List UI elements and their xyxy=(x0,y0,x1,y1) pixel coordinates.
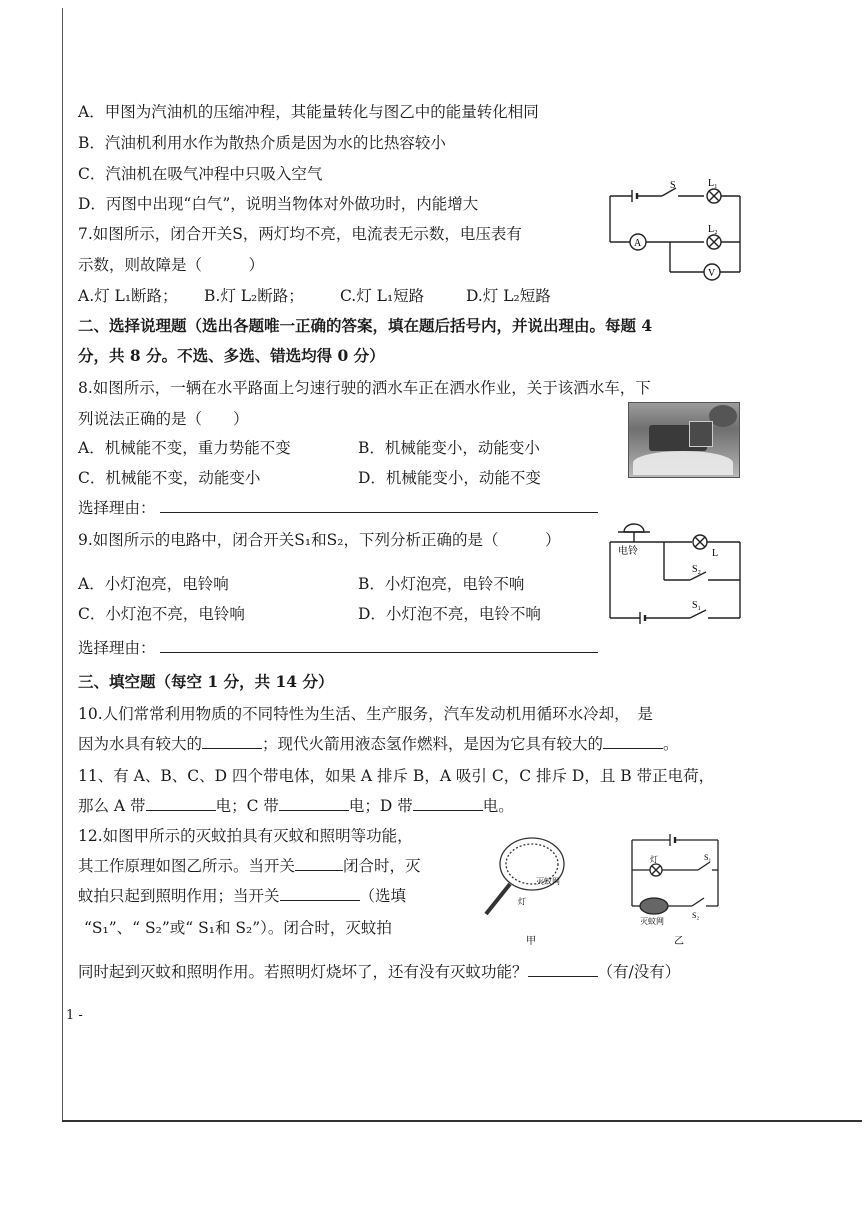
sprinkler-truck-photo xyxy=(628,402,740,478)
q10-stem-line2 xyxy=(78,734,679,754)
q12-yi-net-label: 灭蚊网 xyxy=(640,917,664,926)
q9-label-l: L xyxy=(712,548,719,559)
q12-figure-jia xyxy=(480,826,590,952)
q12-blank-2[interactable] xyxy=(280,886,360,901)
q7-label-l2: L₂ xyxy=(708,224,718,235)
q10-blank-1[interactable] xyxy=(202,734,262,749)
q9-stem: 9.如图所示的电路中，闭合开关S₁和S₂，下列分析正确的是（ ） xyxy=(78,531,561,549)
q12-jia-net-label: 灭蚊网 xyxy=(536,877,560,886)
q7-voltmeter-symbol: V xyxy=(708,268,716,279)
q11-blank-d[interactable] xyxy=(413,796,483,811)
q12-yi-lamp-label: 灯 xyxy=(650,855,658,864)
section2-heading-line2: 分，共 8 分。不选、多选、错选均得 0 分） xyxy=(78,346,385,365)
q10-text-b: ；现代火箭用液态氢作燃料，是因为它具有较大的 xyxy=(262,735,604,753)
q7-option-d: D.灯 L₂短路 xyxy=(466,287,551,305)
q10-text-c: 。 xyxy=(663,735,679,753)
q9-option-c: C．小灯泡不亮，电铃响 xyxy=(78,605,245,623)
q9-option-d: D．小灯泡不亮，电铃不响 xyxy=(358,605,541,623)
q11-stem-line1: 11、有 A、B、C、D 四个带电体，如果 A 排斥 B，A 吸引 C，C 排斥 D，且 B 带正电荷， xyxy=(78,767,715,785)
q12-text-5a: 同时起到灭蚊和照明作用。若照明灯烧坏了，还有没有灭蚊功能？ xyxy=(78,963,528,981)
q8-option-c: C．机械能不变，动能变小 xyxy=(78,469,261,487)
q8-reason-label: 选择理由： xyxy=(78,499,156,517)
q12-stem-line1: 12.如图甲所示的灭蚊拍具有灭蚊和照明等功能， xyxy=(78,827,413,845)
q11-text-d: 电；D 带 xyxy=(348,797,413,815)
q8-option-a: A．机械能不变，重力势能不变 xyxy=(78,439,291,457)
q11-blank-c[interactable] xyxy=(279,796,349,811)
q12-yi-s2-label: S₂ xyxy=(692,911,700,920)
q12-yi-caption: 乙 xyxy=(674,936,684,947)
q11-blank-a[interactable] xyxy=(146,796,216,811)
q10-blank-2[interactable] xyxy=(603,734,663,749)
q6-option-a: A．甲图为汽油机的压缩冲程，其能量转化与图乙中的能量转化相同 xyxy=(78,103,539,121)
q11-text-end: 电。 xyxy=(482,797,514,815)
q9-label-s2: S₂ xyxy=(692,564,702,575)
q11-stem-line2 xyxy=(78,796,514,816)
section3-heading: 三、填空题（每空 1 分，共 14 分） xyxy=(78,672,334,691)
q9-option-b: B．小灯泡亮，电铃不响 xyxy=(358,575,525,593)
q8-stem-line2: 列说法正确的是（ ） xyxy=(78,410,249,428)
q7-stem-line1: 7.如图所示，闭合开关S，两灯均不亮，电流表无示数，电压表有 xyxy=(78,225,522,243)
q12-blank-3[interactable] xyxy=(528,962,598,977)
q12-text-2a: 其工作原理如图乙所示。当开关 xyxy=(78,857,296,875)
q7-stem-line2: 示数，则故障是（ ） xyxy=(78,256,265,274)
q7-circuit-diagram xyxy=(604,178,746,284)
section2-heading-line1: 二、选择说理题（选出各题唯一正确的答案，填在题后括号内，并说出理由。每题 4 xyxy=(78,316,653,335)
q12-text-3a: 蚊拍只起到照明作用；当开关 xyxy=(78,887,280,905)
q12-figure-yi xyxy=(626,826,726,952)
q8-option-b: B．机械能变小，动能变小 xyxy=(358,439,540,457)
q6-option-c: C．汽油机在吸气冲程中只吸入空气 xyxy=(78,165,323,183)
q7-option-c: C.灯 L₁短路 xyxy=(340,287,425,305)
q8-reason-blank[interactable] xyxy=(160,498,598,513)
q7-label-l1: L₁ xyxy=(708,178,718,189)
q10-stem-line1: 10.人们常常利用物质的不同特性为生活、生产服务，汽车发动机用循环水冷却， 是 xyxy=(78,705,653,723)
q9-option-a: A．小灯泡亮，电铃响 xyxy=(78,575,229,593)
q12-stem-line2 xyxy=(78,856,421,876)
q11-text-a: 那么 A 带 xyxy=(78,797,146,815)
scan-bottom-edge xyxy=(62,1120,862,1122)
q12-text-5b: （有/没有） xyxy=(597,963,681,981)
q12-blank-1[interactable] xyxy=(295,856,343,871)
q12-jia-lamp-label: 灯 xyxy=(518,897,526,906)
q12-stem-line4: “S₁”、“ S₂”或“ S₁和 S₂”）。闭合时，灭蚊拍 xyxy=(84,919,392,937)
q12-text-2b: 闭合时，灭 xyxy=(343,857,421,875)
q12-stem-line5 xyxy=(78,962,680,982)
q6-option-b: B．汽油机利用水作为散热介质是因为水的比热容较小 xyxy=(78,134,446,152)
q11-text-c: 电；C 带 xyxy=(215,797,279,815)
q9-reason-blank[interactable] xyxy=(160,638,598,653)
q9-reason-label: 选择理由： xyxy=(78,639,156,657)
q9-label-bell: 电铃 xyxy=(618,546,638,557)
q7-option-b: B.灯 L₂断路； xyxy=(204,287,304,305)
q8-option-d: D．机械能变小，动能不变 xyxy=(358,469,541,487)
q12-text-3b: （选填 xyxy=(359,887,407,905)
q10-text-a: 因为水具有较大的 xyxy=(78,735,203,753)
q12-jia-caption: 甲 xyxy=(526,936,536,947)
page-number: 1 - xyxy=(66,1008,83,1023)
q9-label-s1: S₁ xyxy=(692,600,702,611)
q8-stem-line1: 8.如图所示，一辆在水平路面上匀速行驶的洒水车正在洒水作业，关于该洒水车，下 xyxy=(78,379,651,397)
q7-label-s: S xyxy=(670,180,676,191)
q9-circuit-diagram xyxy=(604,518,746,628)
q7-ammeter-symbol: A xyxy=(634,238,642,249)
q7-option-a: A.灯 L₁断路； xyxy=(78,287,178,305)
q12-stem-line3 xyxy=(78,886,406,906)
q12-yi-s1-label: S₁ xyxy=(704,853,712,862)
q6-option-d: D．丙图中出现“白气”，说明当物体对外做功时，内能增大 xyxy=(78,195,479,213)
scan-left-edge xyxy=(62,8,63,1120)
